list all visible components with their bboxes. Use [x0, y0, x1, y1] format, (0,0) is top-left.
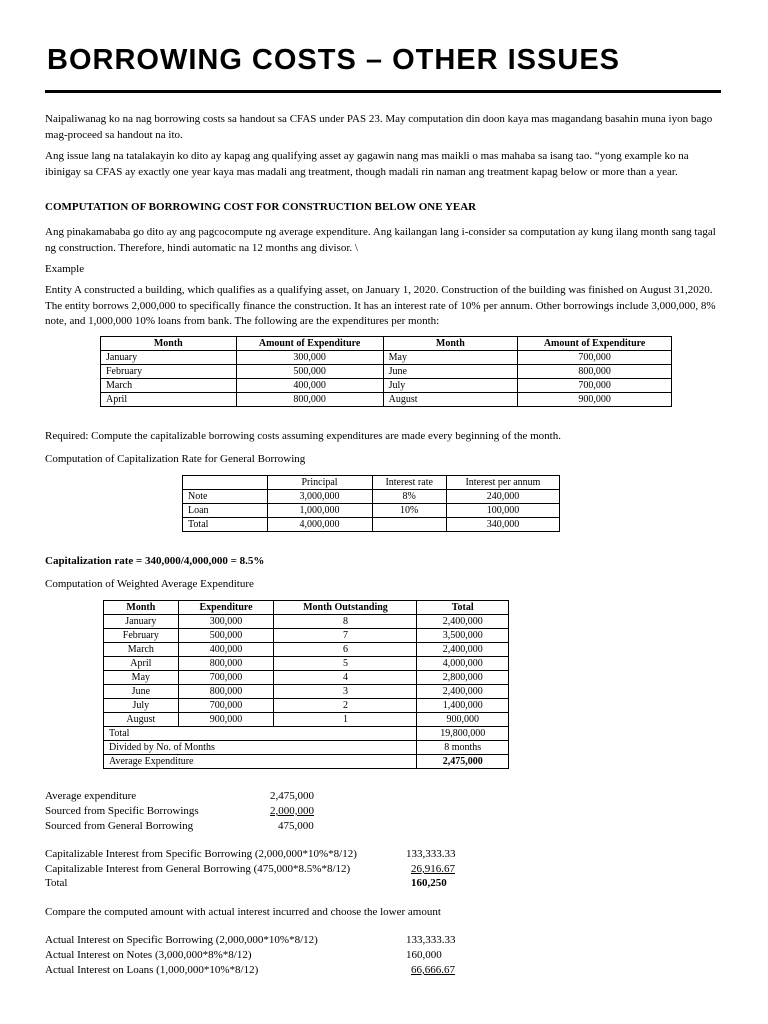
table-row: January 300,000 May 700,000	[101, 351, 672, 365]
actual-label: Actual Interest on Specific Borrowing (2,000,000*10%*8/12)	[45, 934, 318, 946]
summary-label: Sourced from Specific Borrowings	[45, 805, 199, 817]
wae-table	[103, 600, 509, 769]
actual-label: Actual Interest on Loans (1,000,000*10%*8/12)	[45, 964, 259, 976]
summary-value: 475,000	[278, 820, 314, 832]
required-text: Required: Compute the capitalizable borrowing costs assuming expenditures are made every beginning of the month.	[45, 430, 561, 442]
capitalizable-total-label: Total	[45, 877, 68, 889]
wae-heading: Computation of Weighted Average Expenditure	[45, 578, 254, 590]
capitalizable-label: Capitalizable Interest from General Borrowing (475,000*8.5%*8/12)	[45, 863, 351, 875]
summary-label: Sourced from General Borrowing	[45, 820, 194, 832]
capitalizable-total-value: 160,250	[411, 877, 447, 889]
table-total-row: Total 19,800,000	[104, 727, 509, 741]
example-label: Example	[45, 263, 85, 275]
table-row: January 300,000 8 2,400,000	[104, 615, 509, 629]
table-row: Loan 1,000,000 10% 100,000	[183, 504, 560, 518]
table-row: Total 4,000,000 340,000	[183, 518, 560, 532]
table-row: June 800,000 3 2,400,000	[104, 685, 509, 699]
table-row: March 400,000 6 2,400,000	[104, 643, 509, 657]
table-row: July 700,000 2 1,400,000	[104, 699, 509, 713]
table-row: February 500,000 7 3,500,000	[104, 629, 509, 643]
summary-label: Average expenditure	[45, 790, 137, 802]
capitalizable-label: Capitalizable Interest from Specific Borrowing (2,000,000*10%*8/12)	[45, 848, 357, 860]
table-header-row: Month Amount of Expenditure Month Amount of Expenditure	[101, 337, 672, 351]
capitalizable-value: 26,916.67	[411, 863, 455, 875]
cap-rate-table	[182, 475, 560, 532]
cap-rate-result: Capitalization rate = 340,000/4,000,000 = 8.5%	[45, 555, 265, 567]
method-paragraph: Ang pinakamababa go dito ay ang pagcocompute ng average expenditure. Ang kailangan lang i-consider sa computation ay kung ilang month sang tagal ng construction. Therefore, hindi automatic na 12 months ang divisor. \	[45, 226, 716, 254]
table-row: April 800,000 August 900,000	[101, 393, 672, 407]
intro-paragraph: Naipaliwanag ko na nag borrowing costs sa handout sa CFAS under PAS 23. May computation din doon kaya mas magandang basahin muna iyon bago mag-proceed sa handout na ito.	[45, 113, 713, 141]
expenditures-table	[100, 336, 672, 407]
section-heading: COMPUTATION OF BORROWING COST FOR CONSTRUCTION BELOW ONE YEAR	[45, 201, 477, 213]
table-header-row: Principal Interest rate Interest per annum	[183, 476, 560, 490]
table-row: February 500,000 June 800,000	[101, 365, 672, 379]
table-row: April 800,000 5 4,000,000	[104, 657, 509, 671]
page-title: BORROWING COSTS – OTHER ISSUES	[47, 44, 620, 76]
table-row: May 700,000 4 2,800,000	[104, 671, 509, 685]
capitalizable-value: 133,333.33	[406, 848, 456, 860]
actual-value: 160,000	[406, 949, 442, 961]
issue-paragraph: Ang issue lang na tatalakayin ko dito ay kapag ang qualifying asset ay gagawin nang mas maikli o mas mahaba sa isang tao. “yong example ko na ibinigay sa CFAS ay exactly one year kaya mas madali ang treatment, though madali rin naman ang treatment kapag below or more than a year.	[45, 150, 689, 178]
actual-value: 66,666.67	[411, 964, 455, 976]
table-average-row: Average Expenditure 2,475,000	[104, 755, 509, 769]
compare-text: Compare the computed amount with actual interest incurred and choose the lower amount	[45, 906, 441, 918]
table-row: August 900,000 1 900,000	[104, 713, 509, 727]
table-header-row: Month Expenditure Month Outstanding Total	[104, 601, 509, 615]
actual-value: 133,333.33	[406, 934, 456, 946]
table-divided-row: Divided by No. of Months 8 months	[104, 741, 509, 755]
actual-label: Actual Interest on Notes (3,000,000*8%*8/12)	[45, 949, 252, 961]
example-paragraph: Entity A constructed a building, which qualifies as a qualifying asset, on January 1, 2020. Construction of the building was finished on August 31,2020. The entity borrows 2,000,000 to specifically finance the construction. It has an interest rate of 10% per annum. Other borrowings include 3,000,000, 8% note, and 1,000,000 10% loans from bank. The following are the expenditures per month:	[45, 284, 716, 327]
table-row: Note 3,000,000 8% 240,000	[183, 490, 560, 504]
summary-value: 2,000,000	[270, 805, 314, 817]
summary-value: 2,475,000	[270, 790, 314, 802]
table-row: March 400,000 July 700,000	[101, 379, 672, 393]
title-rule	[45, 90, 721, 93]
cap-rate-heading: Computation of Capitalization Rate for General Borrowing	[45, 453, 306, 465]
